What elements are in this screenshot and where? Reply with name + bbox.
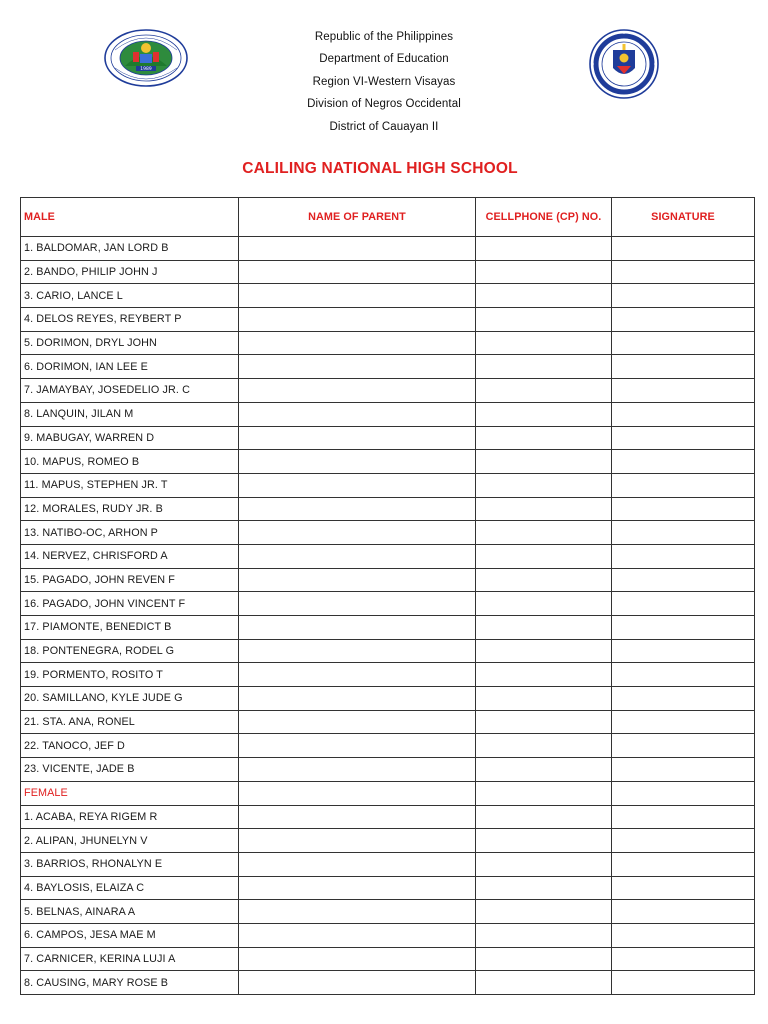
cellphone-cell[interactable] bbox=[476, 876, 612, 900]
table-row bbox=[21, 639, 755, 663]
cellphone-cell[interactable] bbox=[476, 947, 612, 971]
column-header-signature: SIGNATURE bbox=[612, 198, 755, 237]
cellphone-cell[interactable] bbox=[476, 260, 612, 284]
parent-name-cell[interactable] bbox=[239, 876, 476, 900]
cellphone-cell[interactable] bbox=[476, 284, 612, 308]
signature-cell[interactable] bbox=[612, 734, 755, 758]
parent-name-cell[interactable] bbox=[239, 663, 476, 687]
column-header-cellphone: CELLPHONE (CP) NO. bbox=[476, 198, 612, 237]
school-name-title: CALILING NATIONAL HIGH SCHOOL bbox=[242, 160, 518, 177]
column-header-parent: NAME OF PARENT bbox=[239, 198, 476, 237]
letterhead-line-department: Department of Education bbox=[319, 53, 449, 66]
signature-cell[interactable] bbox=[612, 947, 755, 971]
student-name-cell: 6. DORIMON, IAN LEE E bbox=[21, 355, 239, 379]
parent-name-cell[interactable] bbox=[239, 758, 476, 782]
table-row bbox=[21, 758, 755, 782]
table-row bbox=[21, 568, 755, 592]
parent-name-cell[interactable] bbox=[239, 355, 476, 379]
table-row bbox=[21, 687, 755, 711]
signature-cell[interactable] bbox=[612, 284, 755, 308]
cellphone-cell[interactable] bbox=[476, 331, 612, 355]
signature-cell[interactable] bbox=[612, 876, 755, 900]
roster-table-container bbox=[20, 197, 754, 995]
parent-name-cell[interactable] bbox=[239, 426, 476, 450]
student-name-cell: 22. TANOCO, JEF D bbox=[21, 734, 239, 758]
signature-cell[interactable] bbox=[612, 521, 755, 545]
table-row bbox=[21, 521, 755, 545]
signature-cell[interactable] bbox=[612, 379, 755, 403]
signature-cell[interactable] bbox=[612, 687, 755, 711]
parent-name-cell[interactable] bbox=[239, 710, 476, 734]
parent-name-cell[interactable] bbox=[239, 900, 476, 924]
table-row bbox=[21, 544, 755, 568]
student-name-cell: 5. BELNAS, AINARA A bbox=[21, 900, 239, 924]
parent-name-cell[interactable] bbox=[239, 639, 476, 663]
student-name-cell: 7. JAMAYBAY, JOSEDELIO JR. C bbox=[21, 379, 239, 403]
signature-cell[interactable] bbox=[612, 616, 755, 640]
section-row-female bbox=[21, 781, 755, 805]
parent-name-cell[interactable] bbox=[239, 450, 476, 474]
student-name-cell: 8. LANQUIN, JILAN M bbox=[21, 402, 239, 426]
student-name-cell: 1. BALDOMAR, JAN LORD B bbox=[21, 237, 239, 261]
cellphone-cell[interactable] bbox=[476, 900, 612, 924]
table-row bbox=[21, 308, 755, 332]
signature-cell[interactable] bbox=[612, 260, 755, 284]
student-name-cell: 7. CARNICER, KERINA LUJI A bbox=[21, 947, 239, 971]
table-header-row bbox=[21, 198, 755, 237]
signature-cell[interactable] bbox=[612, 758, 755, 782]
signature-cell[interactable] bbox=[612, 473, 755, 497]
cellphone-cell[interactable] bbox=[476, 497, 612, 521]
student-name-cell: 5. DORIMON, DRYL JOHN bbox=[21, 331, 239, 355]
cellphone-cell[interactable] bbox=[476, 971, 612, 995]
parent-name-cell[interactable] bbox=[239, 734, 476, 758]
signature-cell[interactable] bbox=[612, 568, 755, 592]
table-row bbox=[21, 426, 755, 450]
signature-cell[interactable] bbox=[612, 237, 755, 261]
table-row bbox=[21, 663, 755, 687]
table-row bbox=[21, 829, 755, 853]
parent-name-cell[interactable] bbox=[239, 971, 476, 995]
signature-cell[interactable] bbox=[612, 710, 755, 734]
student-name-cell: 13. NATIBO-OC, ARHON P bbox=[21, 521, 239, 545]
table-row bbox=[21, 947, 755, 971]
student-name-cell: 12. MORALES, RUDY JR. B bbox=[21, 497, 239, 521]
cellphone-cell[interactable] bbox=[476, 521, 612, 545]
signature-cell[interactable] bbox=[612, 923, 755, 947]
signature-cell[interactable] bbox=[612, 900, 755, 924]
table-row bbox=[21, 923, 755, 947]
cellphone-cell[interactable] bbox=[476, 237, 612, 261]
letterhead-line-republic: Republic of the Philippines bbox=[314, 31, 454, 43]
cellphone-cell[interactable] bbox=[476, 805, 612, 829]
student-name-cell: 14. NERVEZ, CHRISFORD A bbox=[21, 544, 239, 568]
signature-cell[interactable] bbox=[612, 971, 755, 995]
parent-name-cell[interactable] bbox=[239, 260, 476, 284]
signature-cell[interactable] bbox=[612, 331, 755, 355]
letterhead-line-district: District of Cauayan II bbox=[329, 120, 439, 133]
cellphone-cell[interactable] bbox=[476, 402, 612, 426]
parent-name-cell[interactable] bbox=[239, 521, 476, 545]
letterhead-line-division: Division of Negros Occidental bbox=[307, 98, 461, 111]
parent-name-cell[interactable] bbox=[239, 568, 476, 592]
cellphone-cell[interactable] bbox=[476, 829, 612, 853]
student-name-cell: 16. PAGADO, JOHN VINCENT F bbox=[21, 592, 239, 616]
parent-name-cell[interactable] bbox=[239, 616, 476, 640]
student-name-cell: 11. MAPUS, STEPHEN JR. T bbox=[21, 473, 239, 497]
parent-name-cell[interactable] bbox=[239, 592, 476, 616]
parent-name-cell[interactable] bbox=[239, 331, 476, 355]
table-row bbox=[21, 379, 755, 403]
student-name-cell: 21. STA. ANA, RONEL bbox=[21, 710, 239, 734]
table-row bbox=[21, 402, 755, 426]
roster-body bbox=[21, 237, 755, 995]
cellphone-cell[interactable] bbox=[476, 473, 612, 497]
table-row bbox=[21, 876, 755, 900]
student-name-cell: 17. PIAMONTE, BENEDICT B bbox=[21, 616, 239, 640]
cellphone-cell[interactable] bbox=[476, 450, 612, 474]
student-name-cell: 4. BAYLOSIS, ELAIZA C bbox=[21, 876, 239, 900]
table-row bbox=[21, 805, 755, 829]
student-name-cell: 3. CARIO, LANCE L bbox=[21, 284, 239, 308]
cellphone-cell[interactable] bbox=[476, 616, 612, 640]
parent-name-cell[interactable] bbox=[239, 687, 476, 711]
student-name-cell: 8. CAUSING, MARY ROSE B bbox=[21, 971, 239, 995]
signature-cell[interactable] bbox=[612, 805, 755, 829]
cellphone-cell[interactable] bbox=[476, 687, 612, 711]
student-name-cell: 20. SAMILLANO, KYLE JUDE G bbox=[21, 687, 239, 711]
cellphone-cell[interactable] bbox=[476, 734, 612, 758]
signature-cell[interactable] bbox=[612, 355, 755, 379]
signature-cell[interactable] bbox=[612, 544, 755, 568]
student-name-cell: 10. MAPUS, ROMEO B bbox=[21, 450, 239, 474]
signature-cell[interactable] bbox=[612, 308, 755, 332]
table-row bbox=[21, 710, 755, 734]
student-name-cell: 6. CAMPOS, JESA MAE M bbox=[21, 923, 239, 947]
table-row bbox=[21, 331, 755, 355]
signature-cell[interactable] bbox=[612, 829, 755, 853]
cellphone-cell[interactable] bbox=[476, 781, 612, 805]
cellphone-cell[interactable] bbox=[476, 592, 612, 616]
parent-signature-table bbox=[20, 197, 755, 995]
table-row bbox=[21, 497, 755, 521]
table-row bbox=[21, 237, 755, 261]
parent-name-cell[interactable] bbox=[239, 237, 476, 261]
signature-cell[interactable] bbox=[612, 781, 755, 805]
cellphone-cell[interactable] bbox=[476, 923, 612, 947]
letterhead bbox=[0, 26, 768, 138]
signature-cell[interactable] bbox=[612, 426, 755, 450]
cellphone-cell[interactable] bbox=[476, 568, 612, 592]
table-row bbox=[21, 734, 755, 758]
signature-cell[interactable] bbox=[612, 663, 755, 687]
cellphone-cell[interactable] bbox=[476, 758, 612, 782]
table-row bbox=[21, 284, 755, 308]
student-name-cell: 2. BANDO, PHILIP JOHN J bbox=[21, 260, 239, 284]
table-row bbox=[21, 450, 755, 474]
signature-cell[interactable] bbox=[612, 592, 755, 616]
parent-name-cell[interactable] bbox=[239, 852, 476, 876]
student-name-cell: 4. DELOS REYES, REYBERT P bbox=[21, 308, 239, 332]
section-label-female: FEMALE bbox=[21, 781, 239, 805]
parent-name-cell[interactable] bbox=[239, 402, 476, 426]
student-name-cell: 9. MABUGAY, WARREN D bbox=[21, 426, 239, 450]
cellphone-cell[interactable] bbox=[476, 355, 612, 379]
cellphone-cell[interactable] bbox=[476, 663, 612, 687]
cellphone-cell[interactable] bbox=[476, 426, 612, 450]
cellphone-cell[interactable] bbox=[476, 544, 612, 568]
letterhead-line-region: Region VI-Western Visayas bbox=[312, 75, 456, 88]
cellphone-cell[interactable] bbox=[476, 852, 612, 876]
student-name-cell: 19. PORMENTO, ROSITO T bbox=[21, 663, 239, 687]
student-name-cell: 15. PAGADO, JOHN REVEN F bbox=[21, 568, 239, 592]
cellphone-cell[interactable] bbox=[476, 639, 612, 663]
parent-name-cell[interactable] bbox=[239, 379, 476, 403]
table-row bbox=[21, 592, 755, 616]
signature-cell[interactable] bbox=[612, 402, 755, 426]
student-name-cell: 1. ACABA, REYA RIGEM R bbox=[21, 805, 239, 829]
table-row bbox=[21, 355, 755, 379]
parent-name-cell[interactable] bbox=[239, 473, 476, 497]
parent-name-cell[interactable] bbox=[239, 805, 476, 829]
student-name-cell: 3. BARRIOS, RHONALYN E bbox=[21, 852, 239, 876]
parent-name-cell[interactable] bbox=[239, 829, 476, 853]
table-row bbox=[21, 900, 755, 924]
student-name-cell: 23. VICENTE, JADE B bbox=[21, 758, 239, 782]
cellphone-cell[interactable] bbox=[476, 308, 612, 332]
signature-cell[interactable] bbox=[612, 639, 755, 663]
column-header-male: MALE bbox=[21, 198, 239, 237]
table-row bbox=[21, 616, 755, 640]
parent-name-cell[interactable] bbox=[239, 544, 476, 568]
parent-name-cell[interactable] bbox=[239, 923, 476, 947]
svg-text:1989: 1989 bbox=[140, 67, 152, 72]
cellphone-cell[interactable] bbox=[476, 379, 612, 403]
cellphone-cell[interactable] bbox=[476, 710, 612, 734]
table-row bbox=[21, 971, 755, 995]
table-row bbox=[21, 852, 755, 876]
table-row bbox=[21, 260, 755, 284]
table-row bbox=[21, 473, 755, 497]
parent-name-cell[interactable] bbox=[239, 308, 476, 332]
parent-name-cell[interactable] bbox=[239, 947, 476, 971]
signature-cell[interactable] bbox=[612, 852, 755, 876]
signature-cell[interactable] bbox=[612, 497, 755, 521]
student-name-cell: 2. ALIPAN, JHUNELYN V bbox=[21, 829, 239, 853]
parent-name-cell[interactable] bbox=[239, 781, 476, 805]
signature-cell[interactable] bbox=[612, 450, 755, 474]
student-name-cell: 18. PONTENEGRA, RODEL G bbox=[21, 639, 239, 663]
parent-name-cell[interactable] bbox=[239, 284, 476, 308]
parent-name-cell[interactable] bbox=[239, 497, 476, 521]
